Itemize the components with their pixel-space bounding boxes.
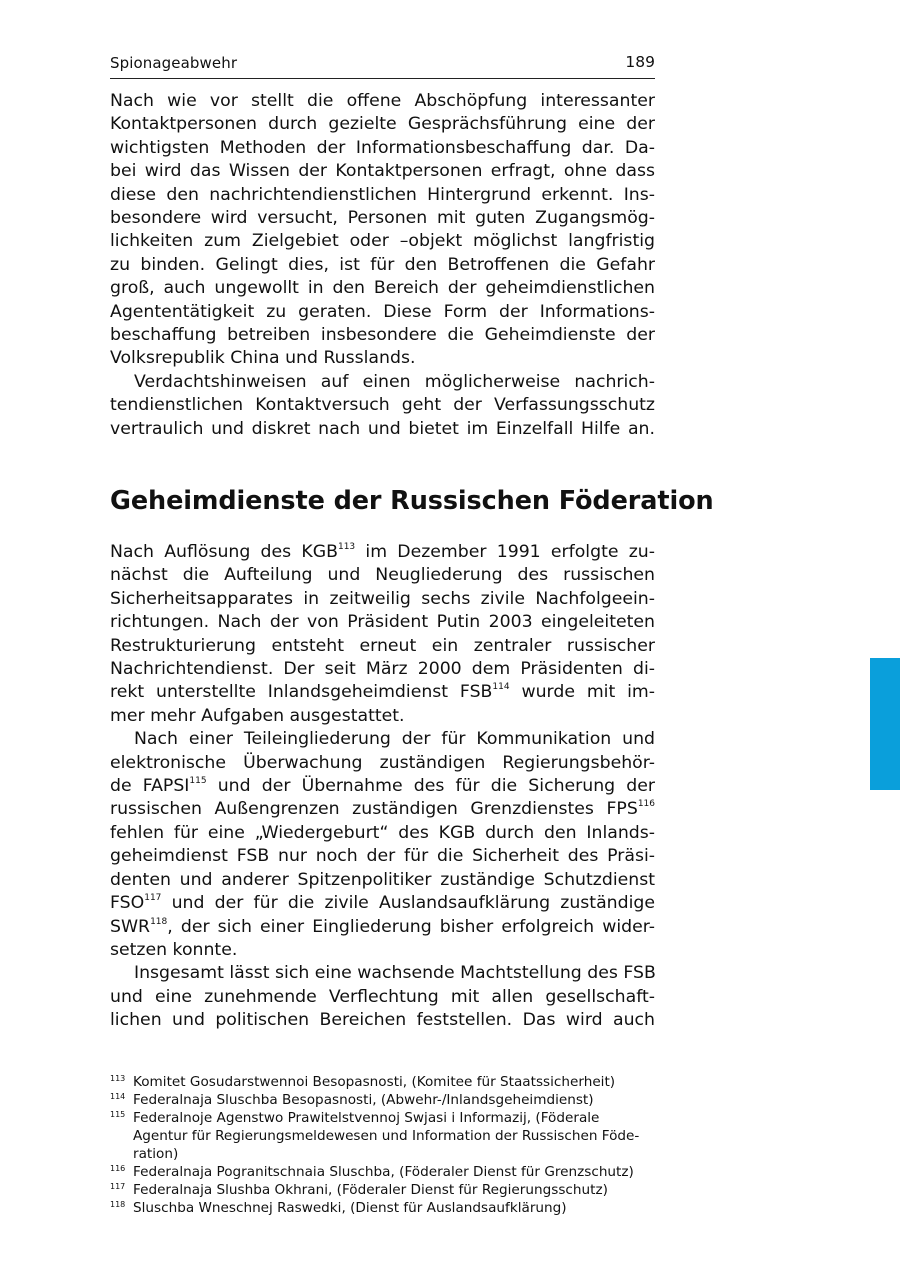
- footnote-text: Federalnaja Sluschba Besopasnosti, (Abwehr-/Inlandsgeheimdienst): [133, 1092, 594, 1108]
- text-line: tendienstlichen Kontaktversuch geht der Verfassungsschutz: [110, 395, 655, 416]
- footnotes: [110, 1073, 655, 1217]
- footnote-number: 117: [110, 1182, 126, 1191]
- footnote-ref: 118: [150, 916, 168, 927]
- text-line: Volksrepublik China und Russlands.: [110, 348, 416, 369]
- text-line: zu binden. Gelingt dies, ist für den Betroffenen die Gefahr: [110, 254, 655, 275]
- footnote: [110, 1181, 655, 1199]
- text-line: rekt unterstellte Inlandsgeheimdienst FSB$^{114}$ wurde mit im-: [110, 682, 655, 703]
- text-line: SWR$^{118}$, der sich einer Eingliederung bisher erfolgreich wider-: [110, 916, 655, 937]
- text-line: setzen konnte.: [110, 939, 238, 960]
- text-line: mer mehr Aufgaben ausgestattet.: [110, 705, 405, 726]
- paragraph: [110, 541, 655, 728]
- text-line: Restrukturierung entsteht erneut ein zentraler russischer: [110, 635, 655, 656]
- text-line: Agententätigkeit zu geraten. Diese Form der Informations-: [110, 301, 655, 322]
- text-line: lichen und politischen Bereichen feststellen. Das wird auch: [110, 1010, 655, 1031]
- chapter-thumb-tab: [870, 658, 900, 790]
- text-line: groß, auch ungewollt in den Bereich der geheimdienstlichen: [110, 278, 655, 299]
- paragraph: [110, 371, 655, 441]
- footnote-number: 113: [110, 1074, 126, 1083]
- text-line: denten und anderer Spitzenpolitiker zuständige Schutzdienst: [110, 869, 655, 890]
- footnote: [110, 1199, 655, 1217]
- text-line: besondere wird versucht, Personen mit guten Zugangsmög-: [110, 208, 655, 229]
- text-line: Sicherheitsapparates in zeitweilig sechs zivile Nachfolgeein-: [110, 588, 655, 609]
- paragraph: [110, 90, 655, 371]
- text-line: Nachrichtendienst. Der seit März 2000 dem Präsidenten di-: [110, 659, 655, 680]
- text-line: vertraulich und diskret nach und bietet im Einzelfall Hilfe an.: [110, 418, 655, 439]
- text-line: FSO$^{117}$ und der für die zivile Auslandsaufklärung zuständige: [110, 893, 655, 914]
- footnote-number: 118: [110, 1200, 126, 1209]
- text-line: und eine zunehmende Verflechtung mit allen gesellschaft-: [110, 986, 655, 1007]
- footnote: [110, 1109, 655, 1163]
- section-body: [110, 541, 655, 1033]
- footnote-number: 114: [110, 1092, 126, 1101]
- text-line: geheimdienst FSB nur noch der für die Sicherheit des Präsi-: [110, 846, 655, 867]
- text-line: de FAPSI$^{115}$ und der Übernahme des für die Sicherung der: [110, 776, 655, 797]
- footnote-text: Federalnaja Slushba Okhrani, (Föderaler Dienst für Regierungsschutz): [133, 1182, 608, 1198]
- footnote-ref: 113: [337, 542, 356, 552]
- intro-paragraphs: [110, 90, 655, 441]
- footnote-text: Federalnaja Pogranitschnaia Sluschba, (Föderaler Dienst für Grenzschutz): [133, 1164, 634, 1180]
- paragraph: [110, 962, 655, 1032]
- text-line: nächst die Aufteilung und Neugliederung des russischen: [110, 565, 655, 586]
- text-line: Nach wie vor stellt die offene Abschöpfung interessanter: [110, 91, 655, 111]
- running-head: Spionageabwehr: [110, 54, 238, 72]
- footnote-ref: 115: [189, 776, 207, 787]
- text-line: Insgesamt lässt sich eine wachsende Machtstellung des FSB: [134, 963, 656, 984]
- page-header: [110, 52, 655, 79]
- text-line: beschaffung betreiben insbesondere die Geheimdienste der: [110, 325, 655, 346]
- text-line: diese den nachrichtendienstlichen Hintergrund erkennt. Ins-: [110, 184, 655, 205]
- text-line: lichkeiten zum Zielgebiet oder –objekt möglichst langfristig: [110, 231, 655, 252]
- footnote-ref: 114: [492, 682, 510, 693]
- footnote-ref: 117: [144, 893, 162, 904]
- text-line: Nach Auflösung des KGB$^{113}$ im Dezember 1991 erfolgte zu-: [110, 542, 655, 562]
- text-line: fehlen für eine „Wiedergeburt“ des KGB durch den Inlands-: [110, 822, 655, 843]
- text-line: Kontaktpersonen durch gezielte Gesprächsführung eine der: [110, 114, 655, 135]
- text-line: russischen Außengrenzen zuständigen Grenzdienstes FPS$^{116}$: [110, 799, 655, 820]
- footnote: [110, 1073, 655, 1091]
- footnote: [110, 1091, 655, 1109]
- text-line: richtungen. Nach der von Präsident Putin 2003 eingeleiteten: [110, 612, 655, 633]
- text-line: elektronische Überwachung zuständigen Regierungsbehör-: [110, 752, 655, 773]
- footnote-number: 115: [110, 1110, 126, 1119]
- footnote-text: Sluschba Wneschnej Raswedki, (Dienst für Auslandsaufklärung): [133, 1200, 567, 1216]
- footnote-ref: 116: [637, 799, 655, 810]
- paragraph: [110, 728, 655, 962]
- footnote-number: 116: [110, 1164, 126, 1173]
- section-heading: Geheimdienste der Russischen Föderation: [110, 486, 714, 516]
- text-line: Nach einer Teileingliederung der für Kommunikation und: [134, 729, 655, 750]
- footnote-text: Federalnoje Agenstwo Prawitelstvennoj Swjasi i Informazij, (Föderale: [133, 1110, 600, 1126]
- text-line: wichtigsten Methoden der Informationsbeschaffung dar. Da-: [110, 137, 655, 158]
- footnote: [110, 1163, 655, 1181]
- text-line: Verdachtshinweisen auf einen möglicherweise nachrich-: [134, 371, 655, 392]
- page-number: 189: [625, 53, 655, 71]
- footnote-text: ration): [133, 1146, 179, 1162]
- text-line: bei wird das Wissen der Kontaktpersonen erfragt, ohne dass: [110, 161, 655, 182]
- footnote-text: Komitet Gosudarstwennoi Besopasnosti, (Komitee für Staatssicherheit): [133, 1074, 616, 1090]
- footnote-text: Agentur für Regierungsmeldewesen und Information der Russischen Föde-: [133, 1128, 640, 1144]
